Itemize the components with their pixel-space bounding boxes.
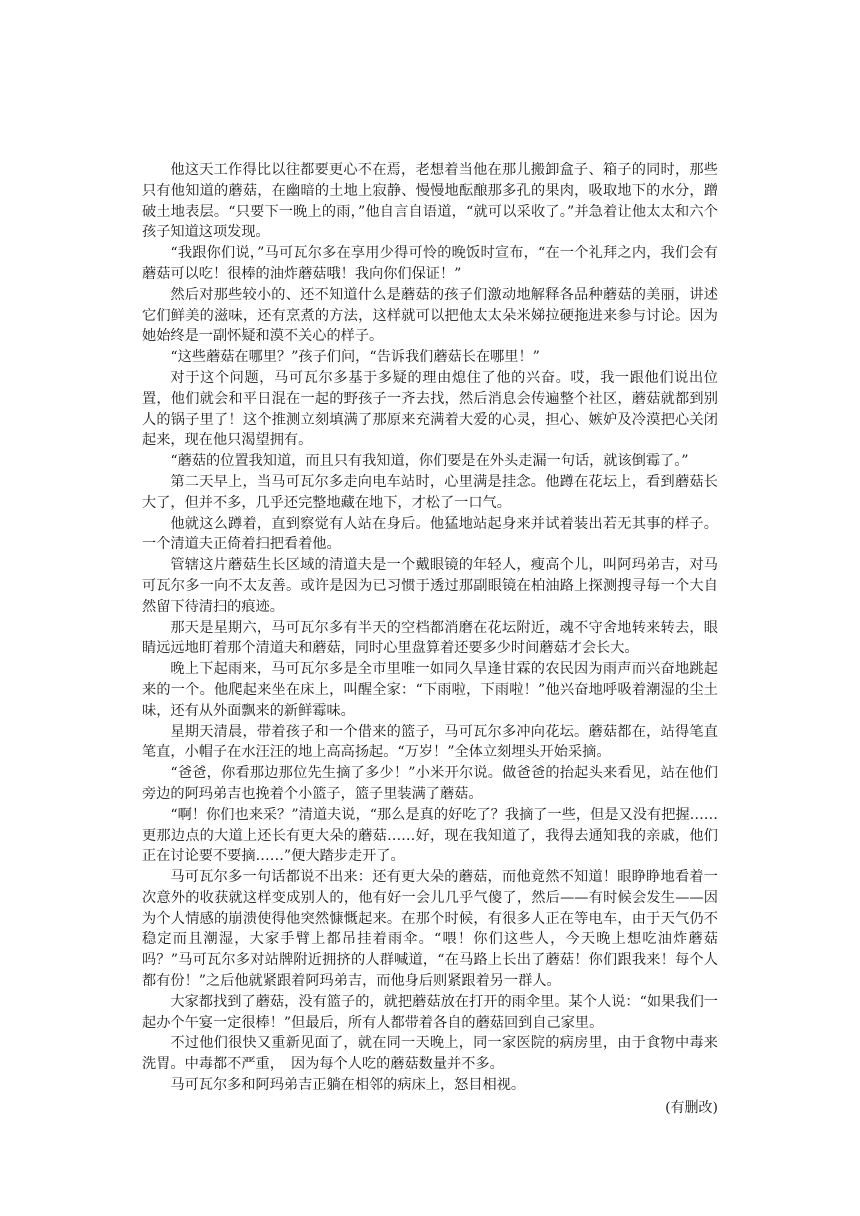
paragraph-14: “啊！你们也来采？”清道夫说，“那么是真的好吃了？我摘了一些，但是又没有把握……更那边点的大道上还长有更大朵的蘑菇……好，现在我知道了，我得去通知我的亲戚，他们正在讨论要不要摘……”便大踏步走开了。 — [142, 806, 718, 865]
paragraph-15: 马可瓦尔多一句话都说不出来：还有更大朵的蘑菇，而他竟然不知道！眼睁睁地看着一次意外的收获就这样变成别人的，他有好一会儿几乎气傻了，然后——有时候会发生——因为个人情感的崩溃使得他突然慷慨起来。在那个时候，有很多人正在等电车，由于天气仍不稳定而且潮湿，大家手臂上都吊挂着雨伞。“喂！你们这些人，今天晚上想吃油炸蘑菇吗？”马可瓦尔多对站牌附近拥挤的人群喊道，“在马路上长出了蘑菇！你们跟我来！每个人都有份！”之后他就紧跟着阿玛弟吉，而他身后则紧跟着另一群人。 — [142, 869, 718, 990]
paragraph-13: “爸爸，你看那边那位先生摘了多少！”小米开尔说。做爸爸的抬起头来看见，站在他们旁边的阿玛弟吉也挽着个小篮子，篮子里装满了蘑菇。 — [142, 765, 718, 802]
paragraph-12: 星期天清晨，带着孩子和一个借来的篮子，马可瓦尔多冲向花坛。蘑菇都在，站得笔直笔直，小帽子在水汪汪的地上高高扬起。“万岁！”全体立刻埋头开始采摘。 — [142, 723, 718, 761]
paragraph-2: “我跟你们说，”马可瓦尔多在享用少得可怜的晚饭时宣布，“在一个礼拜之内，我们会有蘑菇可以吃！很棒的油炸蘑菇哦！我向你们保证！” — [142, 245, 718, 282]
paragraph-8: 他就这么蹲着，直到察觉有人站在身后。他猛地站起身来并试着装出若无其事的样子。一个清道夫正倚着扫把看着他。 — [142, 515, 718, 553]
paragraph-16: 大家都找到了蘑菇，没有篮子的，就把蘑菇放在打开的雨伞里。某个人说：“如果我们一起办个午宴一定很棒！”但最后，所有人都带着各自的蘑菇回到自己家里。 — [142, 993, 718, 1031]
paragraph-6: “蘑菇的位置我知道，而且只有我知道，你们要是在外头走漏一句话，就该倒霉了。” — [170, 453, 689, 470]
paragraph-3: 然后对那些较小的、还不知道什么是蘑菇的孩子们激动地解释各品种蘑菇的美丽，讲述它们鲜美的滋味，还有烹煮的方法，这样就可以把他太太朵米娣拉硬拖进来参与讨论。因为她始终是一副怀疑和漠不关心的样子。 — [142, 286, 718, 345]
paragraph-1: 他这天工作得比以往都要更心不在焉，老想着当他在那儿搬卸盒子、箱子的同时，那些只有他知道的蘑菇，在幽暗的土地上寂静、慢慢地酝酿那多孔的果肉，吸取地下的水分，蹭破土地表层。“只要下一晚上的雨，”他自言自语道，“就可以采收了。”并急着让他太太和六个孩子知道这项发现。 — [142, 162, 718, 241]
paragraph-9: 管辖这片蘑菇生长区域的清道夫是一个戴眼镜的年轻人，瘦高个儿，叫阿玛弟吉，对马可瓦尔多一向不太友善。或许是因为已习惯于透过那副眼镜在柏油路上探测搜寻每一个大自然留下待清扫的痕迹。 — [142, 557, 718, 615]
paragraph-17: 不过他们很快又重新见面了，就在同一天晚上，同一家医院的病房里，由于食物中毒来洗胃。中毒都不严重， 因为每个人吃的蘑菇数量并不多。 — [142, 1035, 718, 1073]
paragraph-7: 第二天早上，当马可瓦尔多走向电车站时，心里满是挂念。他蹲在花坛上，看到蘑菇长大了，但并不多，几乎还完整地藏在地下，才松了一口气。 — [142, 473, 718, 511]
paragraph-5: 对于这个问题，马可瓦尔多基于多疑的理由熄住了他的兴奋。哎，我一跟他们说出位置，他们就会和平日混在一起的野孩子一齐去找，然后消息会传遍整个社区，蘑菇就都到别人的锅子里了！这个推测立刻填满了那原来充满着大爱的心灵，担心、嫉妒及冷漠把心关闭起来，现在他只渴望拥有。 — [142, 369, 718, 449]
paragraph-18: 马可瓦尔多和阿玛弟吉正躺在相邻的病床上，怒目相视。 — [170, 1077, 526, 1094]
paragraph-4: “这些蘑菇在哪里？”孩子们问，“告诉我们蘑菇长在哪里！” — [170, 349, 540, 366]
source-note: (有删改) — [665, 1099, 718, 1116]
paragraph-10: 那天是星期六，马可瓦尔多有半天的空档都消磨在花坛附近，魂不守舍地转来转去，眼睛远远地盯着那个清道夫和蘑菇，同时心里盘算着还要多少时间蘑菇才会长大。 — [142, 619, 718, 657]
paragraph-11: 晚上下起雨来，马可瓦尔多是全市里唯一如同久旱逢甘霖的农民因为雨声而兴奋地跳起来的一个。他爬起来坐在床上，叫醒全家：“下雨啦，下雨啦！”他兴奋地呼吸着潮湿的尘土味，还有从外面飘来的新鲜霉味。 — [142, 661, 718, 719]
story-text — [142, 160, 718, 1119]
